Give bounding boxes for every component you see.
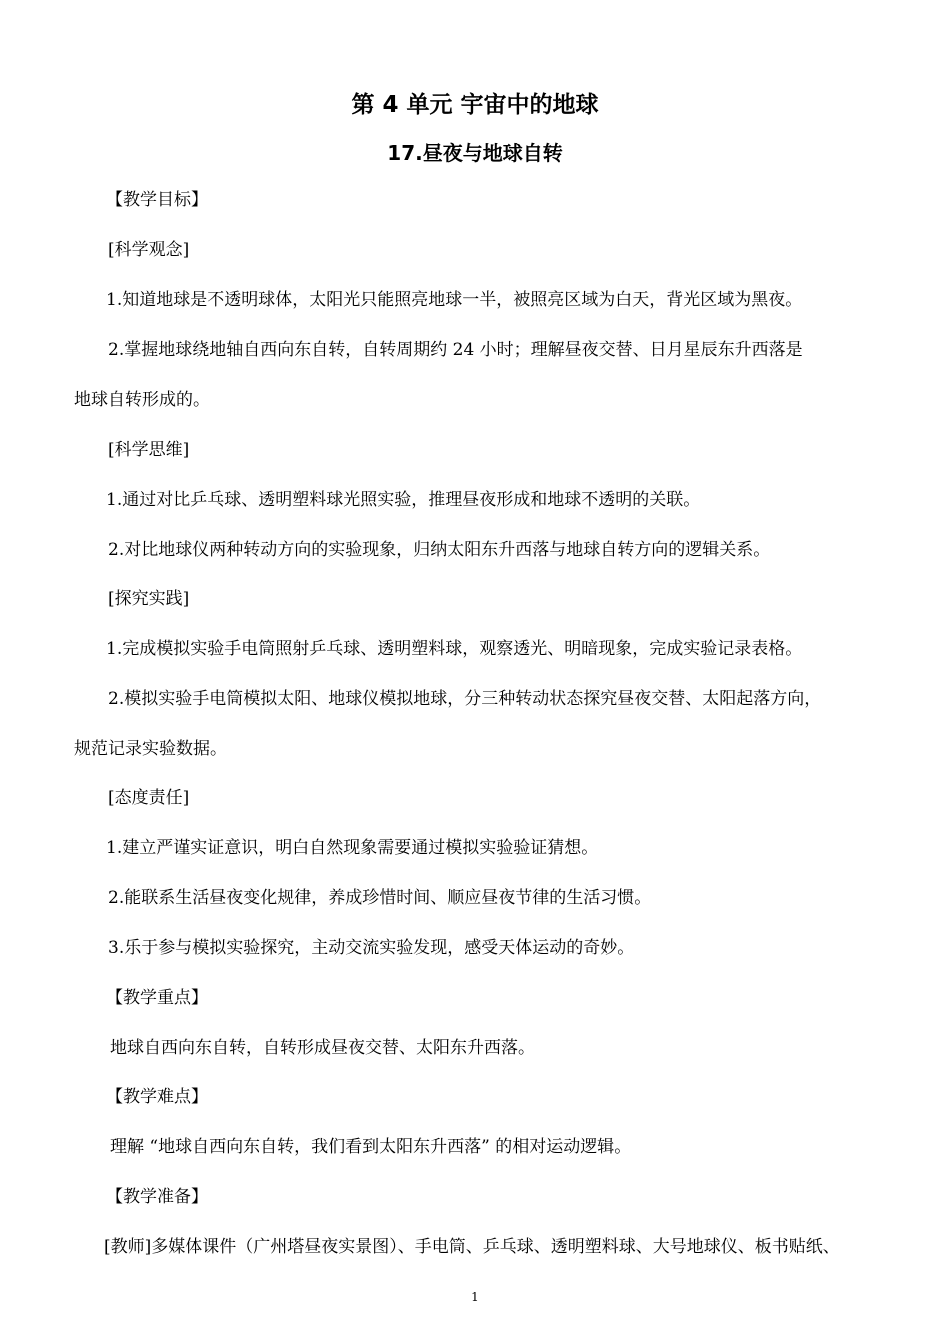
subsection-heading: [探究实践] <box>108 589 190 609</box>
paragraph-line: [教师]多媒体课件（广州塔昼夜实景图）、手电筒、乒乓球、透明塑料球、大号地球仪、板书贴纸、 <box>104 1237 840 1257</box>
paragraph-line: 2.模拟实验手电筒模拟太阳、地球仪模拟地球，分三种转动状态探究昼夜交替、太阳起落方向， <box>108 689 822 709</box>
paragraph-line: 地球自西向东自转，自转形成昼夜交替、太阳东升西落。 <box>110 1038 535 1058</box>
paragraph-line: 1.建立严谨实证意识，明白自然现象需要通过模拟实验验证猜想。 <box>106 838 599 858</box>
page-number: 1 <box>471 1290 479 1304</box>
section-heading-difficulties: 【教学难点】 <box>106 1087 208 1107</box>
unit-title: 第 4 单元 宇宙中的地球 <box>351 92 599 118</box>
paragraph-line: 2.能联系生活昼夜变化规律，养成珍惜时间、顺应昼夜节律的生活习惯。 <box>108 888 652 908</box>
subsection-heading: [态度责任] <box>108 788 190 808</box>
lesson-title: 17.昼夜与地球自转 <box>387 141 563 165</box>
paragraph-line: 地球自转形成的。 <box>74 390 210 410</box>
section-heading-preparation: 【教学准备】 <box>106 1187 208 1207</box>
paragraph-line: 规范记录实验数据。 <box>74 739 227 759</box>
paragraph-line: 1.知道地球是不透明球体，太阳光只能照亮地球一半，被照亮区域为白天，背光区域为黑夜。 <box>106 290 803 310</box>
section-heading-key-points: 【教学重点】 <box>106 988 208 1008</box>
paragraph-line: 1.通过对比乒乓球、透明塑料球光照实验，推理昼夜形成和地球不透明的关联。 <box>106 490 701 510</box>
paragraph-line: 2.对比地球仪两种转动方向的实验现象，归纳太阳东升西落与地球自转方向的逻辑关系。 <box>108 540 771 560</box>
paragraph-line: 理解 “地球自西向东自转，我们看到太阳东升西落” 的相对运动逻辑。 <box>110 1137 632 1157</box>
paragraph-line: 2.掌握地球绕地轴自西向东自转，自转周期约 24 小时；理解昼夜交替、日月星辰东升西落是 <box>108 340 803 360</box>
paragraph-line: 3.乐于参与模拟实验探究，主动交流实验发现，感受天体运动的奇妙。 <box>108 938 635 958</box>
section-heading-objectives: 【教学目标】 <box>106 190 208 210</box>
subsection-heading: [科学观念] <box>108 240 190 260</box>
paragraph-line: 1.完成模拟实验手电筒照射乒乓球、透明塑料球，观察透光、明暗现象，完成实验记录表格。 <box>106 639 803 659</box>
subsection-heading: [科学思维] <box>108 440 190 460</box>
